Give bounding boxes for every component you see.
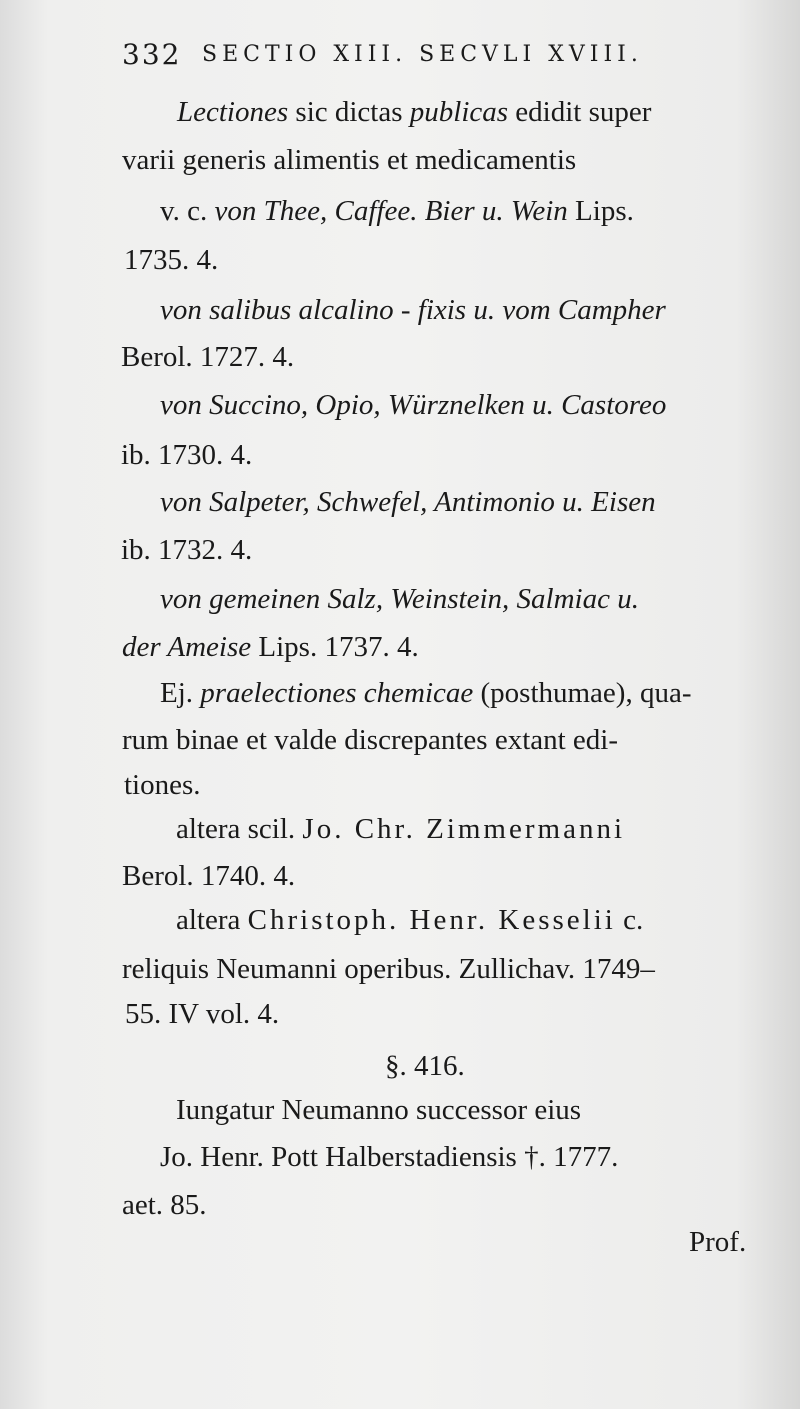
text-span: Lips. [567,195,634,227]
text-line [176,1096,581,1125]
catchword [689,1228,746,1257]
text-span: 55. IV vol. 4. [125,998,280,1030]
text-line [121,536,252,565]
text-line [122,146,576,175]
text-line [176,906,643,935]
italic-text: von Thee, Caffee. Bier u. Wein [214,195,568,227]
text-span: (posthumae), qua- [473,677,692,709]
section-heading: §. 416. [385,1050,465,1082]
text-line [160,585,639,614]
text-span: 1735. 4. [124,244,219,276]
italic-text: von Succino, Opio, Würznelken u. Castoreo [160,389,667,421]
italic-text: von Salpeter, Schwefel, Antimonio u. Eisen [160,486,656,518]
text-line [160,197,634,226]
text-span: aet. 85. [122,1189,207,1221]
text-span: ib. 1730. 4. [121,439,253,471]
italic-text: von salibus alcalino - fixis u. vom Campher [160,294,666,326]
text-span: Lips. 1737. 4. [251,631,419,663]
text-span: rum binae et valde discrepantes extant edi- [122,724,619,756]
text-line [121,441,252,470]
text-line [160,488,656,517]
text-span: c. [615,904,644,936]
text-span: tiones. [124,769,201,801]
text-line [160,391,666,420]
text-line [122,726,618,755]
text-line [122,862,295,891]
text-span: Jo. Henr. Pott Halberstadiensis †. 1777. [160,1141,619,1173]
text-span: v. c. [160,195,215,227]
text-span: varii generis alimentis et medicamentis [122,144,577,176]
text-span: ib. 1732. 4. [121,534,253,566]
text-line [122,633,419,662]
running-title: SECTIO XIII. SECVLI XVIII. [202,42,643,67]
text-line [122,955,655,984]
text-line [177,98,651,127]
text-line [160,296,666,325]
text-span: Berol. 1727. 4. [121,341,295,373]
text-span: Ej. [160,677,201,709]
text-span: sic dictas [288,96,410,128]
text-line [125,1000,279,1029]
text-span: Iungatur Neumanno successor eius [176,1094,582,1126]
spaced-name: Jo. Chr. Zimmermanni [302,813,626,845]
text-line [121,343,294,372]
spaced-name: Christoph. Henr. Kesselii [247,904,616,936]
italic-text: praelectiones chemicae [200,677,474,709]
italic-text: publicas [409,96,509,128]
italic-text: von gemeinen Salz, Weinstein, Salmiac u. [160,583,639,615]
italic-text: der Ameise [122,631,252,663]
text-line [160,679,692,708]
italic-text: Lectiones [177,96,289,128]
text-span: altera scil. [176,813,303,845]
text-span: altera [176,904,248,936]
page-number: 332 [122,38,182,71]
text-line [160,1143,618,1172]
running-header [122,38,762,78]
text-line [124,771,201,800]
text-span: edidit super [508,96,652,128]
text-line [122,1191,207,1220]
text-line [176,815,625,844]
text-span: Berol. 1740. 4. [122,860,296,892]
text-line [124,246,218,275]
text-span: Prof. [689,1226,747,1258]
text-span: reliquis Neumanni operibus. Zullichav. 1749– [122,953,655,985]
